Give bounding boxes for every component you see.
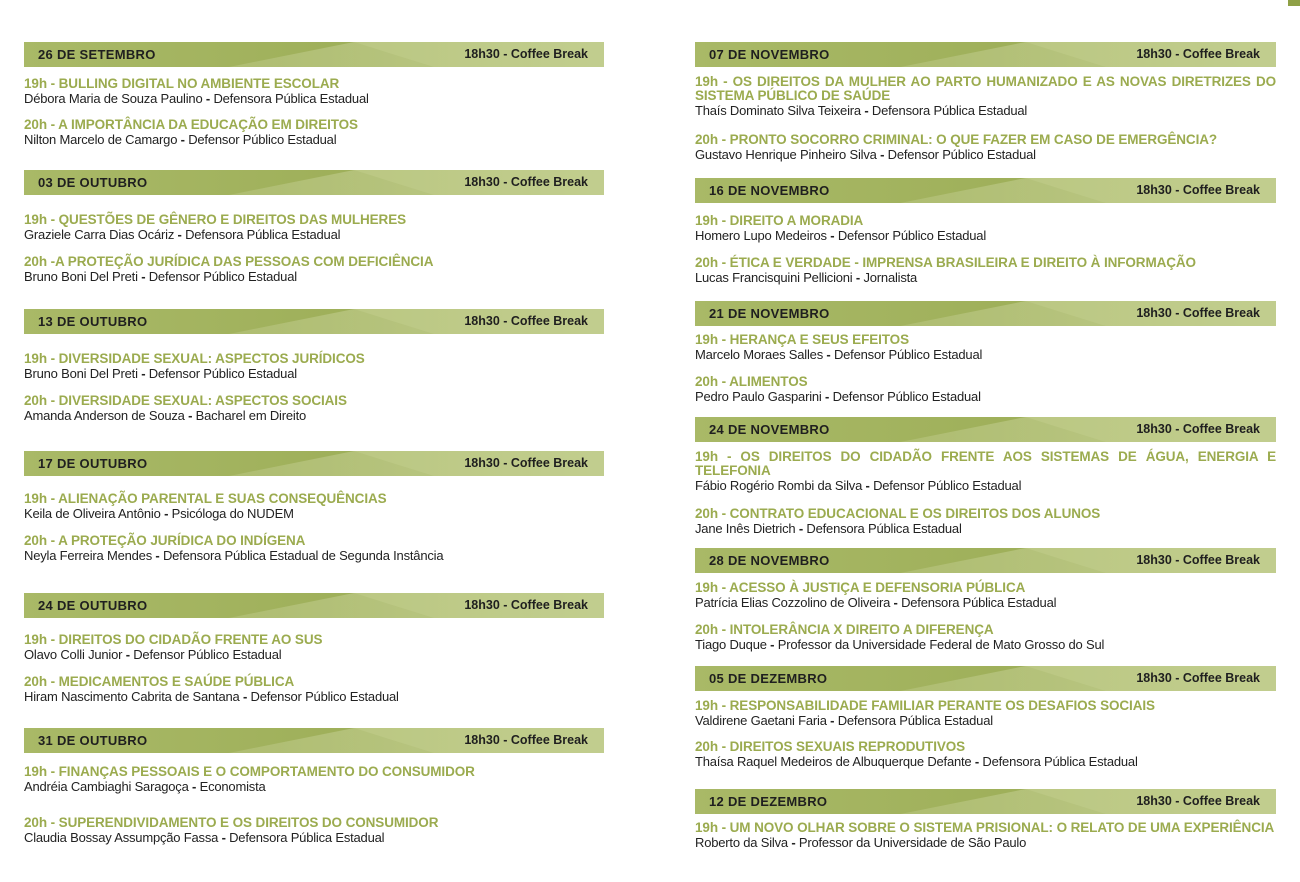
talk-speaker bbox=[695, 595, 1276, 611]
coffee-break-time: 18h30 - Coffee Break bbox=[464, 598, 588, 612]
talk-item bbox=[24, 492, 604, 522]
speaker-separator: - bbox=[860, 103, 872, 118]
speaker-separator: - bbox=[174, 227, 186, 242]
speaker-role: Defensor Público Estadual bbox=[148, 269, 297, 284]
coffee-break-time: 18h30 - Coffee Break bbox=[1136, 183, 1260, 197]
speaker-role: Defensora Pública Estadual bbox=[213, 91, 369, 106]
talk-title: 20h -A PROTEÇÃO JURÍDICA DAS PESSOAS COM DEFICIÊNCIA bbox=[24, 254, 434, 269]
date-band bbox=[695, 789, 1276, 814]
date-band bbox=[695, 42, 1276, 67]
talk-item bbox=[695, 821, 1276, 851]
speaker-name: Gustavo Henrique Pinheiro Silva bbox=[695, 147, 877, 162]
speaker-name: Patrícia Elias Cozzolino de Oliveira bbox=[695, 595, 891, 610]
talk-item bbox=[24, 816, 604, 846]
speaker-separator: - bbox=[795, 521, 807, 536]
speaker-name: Valdirene Gaetani Faria bbox=[695, 713, 827, 728]
speaker-name: Olavo Colli Junior bbox=[24, 647, 123, 662]
speaker-separator: - bbox=[218, 830, 230, 845]
talk-speaker bbox=[695, 389, 1276, 405]
speaker-name: Thaís Dominato Silva Teixeira bbox=[695, 103, 861, 118]
speaker-name: Roberto da Silva bbox=[695, 835, 788, 850]
talk-title: 19h - OS DIREITOS DO CIDADÃO FRENTE AOS SISTEMAS DE ÁGUA, ENERGIA E TELEFONIA bbox=[695, 449, 1276, 478]
coffee-break-time: 18h30 - Coffee Break bbox=[1136, 553, 1260, 567]
speaker-name: Hiram Nascimento Cabrita de Santana bbox=[24, 689, 240, 704]
day-date: 28 DE NOVEMBRO bbox=[709, 553, 830, 568]
schedule-day bbox=[695, 789, 1276, 814]
talk-speaker bbox=[24, 269, 604, 285]
speaker-name: Jane Inês Dietrich bbox=[695, 521, 796, 536]
speaker-separator: - bbox=[137, 269, 149, 284]
talk-title: 19h - FINANÇAS PESSOAIS E O COMPORTAMENTO DO CONSUMIDOR bbox=[24, 764, 475, 779]
speaker-separator: - bbox=[787, 835, 799, 850]
day-date: 26 DE SETEMBRO bbox=[38, 47, 156, 62]
schedule-day bbox=[24, 309, 604, 334]
talk-title: 19h - OS DIREITOS DA MULHER AO PARTO HUMANIZADO E AS NOVAS DIRETRIZES DO SISTEMA PÚBLICO DE SAÚDE bbox=[695, 74, 1276, 103]
talk-title: 19h - HERANÇA E SEUS EFEITOS bbox=[695, 332, 909, 347]
date-band bbox=[24, 42, 604, 67]
talk-item bbox=[24, 77, 604, 107]
talk-speaker bbox=[695, 147, 1276, 163]
speaker-name: Fábio Rogério Rombi da Silva bbox=[695, 478, 863, 493]
speaker-separator: - bbox=[177, 132, 189, 147]
talk-item bbox=[695, 133, 1276, 163]
speaker-role: Defensora Pública Estadual bbox=[185, 227, 341, 242]
schedule-day bbox=[695, 178, 1276, 203]
talk-speaker bbox=[24, 408, 604, 424]
speaker-name: Graziele Carra Dias Ocáriz bbox=[24, 227, 175, 242]
speaker-role: Bacharel em Direito bbox=[195, 408, 307, 423]
corner-accent bbox=[1288, 0, 1300, 6]
speaker-role: Defensor Público Estadual bbox=[887, 147, 1036, 162]
speaker-name: Homero Lupo Medeiros bbox=[695, 228, 827, 243]
speaker-role: Defensor Público Estadual bbox=[133, 647, 282, 662]
talk-speaker bbox=[24, 647, 604, 663]
talk-item bbox=[695, 75, 1276, 119]
date-band bbox=[695, 417, 1276, 442]
date-band bbox=[695, 548, 1276, 573]
speaker-separator: - bbox=[890, 595, 902, 610]
day-date: 16 DE NOVEMBRO bbox=[709, 183, 830, 198]
coffee-break-time: 18h30 - Coffee Break bbox=[464, 47, 588, 61]
talk-item bbox=[695, 333, 1276, 363]
talk-item bbox=[24, 352, 604, 382]
speaker-separator: - bbox=[823, 347, 834, 362]
coffee-break-time: 18h30 - Coffee Break bbox=[464, 175, 588, 189]
talk-speaker bbox=[24, 779, 604, 795]
talk-title: 20h - MEDICAMENTOS E SAÚDE PÚBLICA bbox=[24, 674, 295, 689]
talk-item bbox=[695, 450, 1276, 494]
talk-item bbox=[695, 507, 1276, 537]
speaker-separator: - bbox=[122, 647, 134, 662]
talk-item bbox=[24, 255, 604, 285]
coffee-break-time: 18h30 - Coffee Break bbox=[1136, 794, 1260, 808]
speaker-separator: - bbox=[766, 637, 778, 652]
speaker-role: Defensora Pública Estadual bbox=[871, 103, 1028, 118]
day-date: 17 DE OUTUBRO bbox=[38, 456, 148, 471]
speaker-separator: - bbox=[184, 408, 196, 423]
speaker-name: Pedro Paulo Gasparini bbox=[695, 389, 826, 404]
talk-title: 19h - ACESSO À JUSTIÇA E DEFENSORIA PÚBLICA bbox=[695, 580, 1026, 595]
speaker-separator: - bbox=[152, 548, 163, 563]
speaker-role: Defensor Público Estadual bbox=[873, 478, 1022, 493]
talk-title: 19h - ALIENAÇÃO PARENTAL E SUAS CONSEQUÊNCIAS bbox=[24, 491, 387, 506]
speaker-separator: - bbox=[852, 270, 864, 285]
talk-title: 19h - QUESTÕES DE GÊNERO E DIREITOS DAS MULHERES bbox=[24, 212, 407, 227]
speaker-role: Defensor Público Estadual bbox=[832, 389, 981, 404]
speaker-role: Professor da Universidade Federal de Mato Grosso do Sul bbox=[777, 637, 1105, 652]
talk-speaker bbox=[24, 830, 604, 846]
schedule-day bbox=[24, 593, 604, 618]
date-band bbox=[695, 178, 1276, 203]
talk-title: 19h - DIREITOS DO CIDADÃO FRENTE AO SUS bbox=[24, 632, 323, 647]
coffee-break-time: 18h30 - Coffee Break bbox=[1136, 671, 1260, 685]
schedule-day bbox=[695, 42, 1276, 67]
speaker-name: Amanda Anderson de Souza bbox=[24, 408, 185, 423]
talk-item bbox=[695, 581, 1276, 611]
speaker-separator: - bbox=[188, 779, 200, 794]
talk-speaker bbox=[695, 103, 1276, 119]
speaker-role: Jornalista bbox=[863, 270, 918, 285]
day-date: 12 DE DEZEMBRO bbox=[709, 794, 828, 809]
speaker-role: Defensor Público Estadual bbox=[148, 366, 297, 381]
speaker-separator: - bbox=[202, 91, 214, 106]
day-date: 07 DE NOVEMBRO bbox=[709, 47, 830, 62]
speaker-separator: - bbox=[826, 228, 838, 243]
talk-title: 20h - ALIMENTOS bbox=[695, 374, 808, 389]
schedule-day bbox=[24, 728, 604, 753]
speaker-name: Thaísa Raquel Medeiros de Albuquerque Defante bbox=[695, 754, 972, 769]
talk-title: 20h - A IMPORTÂNCIA DA EDUCAÇÃO EM DIREITOS bbox=[24, 117, 358, 132]
speaker-name: Débora Maria de Souza Paulino bbox=[24, 91, 203, 106]
talk-title: 19h - BULLING DIGITAL NO AMBIENTE ESCOLAR bbox=[24, 76, 340, 91]
speaker-name: Nilton Marcelo de Camargo bbox=[24, 132, 178, 147]
talk-title: 20h - A PROTEÇÃO JURÍDICA DO INDÍGENA bbox=[24, 533, 306, 548]
date-band bbox=[24, 451, 604, 476]
coffee-break-time: 18h30 - Coffee Break bbox=[1136, 47, 1260, 61]
talk-speaker bbox=[695, 754, 1276, 770]
speaker-separator: - bbox=[826, 713, 838, 728]
day-date: 24 DE NOVEMBRO bbox=[709, 422, 830, 437]
talk-item bbox=[24, 394, 604, 424]
speaker-separator: - bbox=[876, 147, 888, 162]
day-date: 03 DE OUTUBRO bbox=[38, 175, 148, 190]
date-band bbox=[24, 170, 604, 195]
speaker-role: Defensora Pública Estadual bbox=[806, 521, 962, 536]
day-date: 05 DE DEZEMBRO bbox=[709, 671, 828, 686]
talk-speaker bbox=[695, 347, 1276, 363]
talk-item bbox=[24, 633, 604, 663]
talk-title: 19h - UM NOVO OLHAR SOBRE O SISTEMA PRISIONAL: O RELATO DE UMA EXPERIÊNCIA bbox=[695, 820, 1275, 835]
schedule-day bbox=[24, 451, 604, 476]
date-band bbox=[695, 666, 1276, 691]
date-band bbox=[24, 593, 604, 618]
talk-item bbox=[695, 623, 1276, 653]
coffee-break-time: 18h30 - Coffee Break bbox=[464, 314, 588, 328]
speaker-separator: - bbox=[239, 689, 251, 704]
speaker-separator: - bbox=[825, 389, 833, 404]
talk-title: 20h - PRONTO SOCORRO CRIMINAL: O QUE FAZER EM CASO DE EMERGÊNCIA? bbox=[695, 132, 1218, 147]
speaker-role: Defensora Pública Estadual bbox=[901, 595, 1057, 610]
talk-item bbox=[695, 740, 1276, 770]
talk-speaker bbox=[24, 366, 604, 382]
talk-speaker bbox=[695, 713, 1276, 729]
talk-item bbox=[24, 675, 604, 705]
coffee-break-time: 18h30 - Coffee Break bbox=[1136, 306, 1260, 320]
coffee-break-time: 18h30 - Coffee Break bbox=[464, 456, 588, 470]
talk-speaker bbox=[695, 270, 1276, 286]
talk-title: 19h - DIREITO A MORADIA bbox=[695, 213, 864, 228]
talk-speaker bbox=[24, 227, 604, 243]
speaker-role: Economista bbox=[199, 779, 266, 794]
speaker-separator: - bbox=[862, 478, 874, 493]
speaker-role: Defensor Público Estadual bbox=[188, 132, 337, 147]
speaker-role: Defensora Pública Estadual bbox=[837, 713, 993, 728]
talk-title: 19h - RESPONSABILIDADE FAMILIAR PERANTE OS DESAFIOS SOCIAIS bbox=[695, 698, 1155, 713]
talk-item bbox=[24, 765, 604, 795]
schedule-day bbox=[695, 417, 1276, 442]
talk-title: 20h - CONTRATO EDUCACIONAL E OS DIREITOS DOS ALUNOS bbox=[695, 506, 1101, 521]
schedule-day bbox=[695, 548, 1276, 573]
speaker-name: Bruno Boni Del Preti bbox=[24, 366, 138, 381]
speaker-name: Neyla Ferreira Mendes bbox=[24, 548, 153, 563]
speaker-role: Defensor Público Estadual bbox=[250, 689, 399, 704]
talk-speaker bbox=[24, 91, 604, 107]
speaker-separator: - bbox=[971, 754, 983, 769]
talk-item bbox=[24, 118, 604, 148]
speaker-name: Tiago Duque bbox=[695, 637, 767, 652]
talk-title: 20h - SUPERENDIVIDAMENTO E OS DIREITOS DO CONSUMIDOR bbox=[24, 815, 439, 830]
talk-title: 20h - INTOLERÂNCIA X DIREITO A DIFERENÇA bbox=[695, 622, 994, 637]
speaker-separator: - bbox=[137, 366, 149, 381]
speaker-role: Professor da Universidade de São Paulo bbox=[798, 835, 1027, 850]
speaker-role: Defensor Público Estadual bbox=[833, 347, 983, 362]
talk-item bbox=[695, 214, 1276, 244]
day-date: 21 DE NOVEMBRO bbox=[709, 306, 830, 321]
speaker-name: Keila de Oliveira Antônio bbox=[24, 506, 161, 521]
talk-title: 19h - DIVERSIDADE SEXUAL: ASPECTOS JURÍDICOS bbox=[24, 351, 365, 366]
talk-speaker bbox=[695, 637, 1276, 653]
speaker-name: Bruno Boni Del Preti bbox=[24, 269, 138, 284]
schedule-day bbox=[24, 42, 604, 67]
talk-title: 20h - DIVERSIDADE SEXUAL: ASPECTOS SOCIAIS bbox=[24, 393, 347, 408]
coffee-break-time: 18h30 - Coffee Break bbox=[464, 733, 588, 747]
talk-item bbox=[695, 256, 1276, 286]
talk-speaker bbox=[695, 228, 1276, 244]
talk-speaker bbox=[24, 548, 604, 564]
talk-speaker bbox=[695, 835, 1276, 851]
date-band bbox=[695, 301, 1276, 326]
speaker-separator: - bbox=[160, 506, 172, 521]
speaker-role: Defensora Pública Estadual bbox=[982, 754, 1138, 769]
speaker-name: Claudia Bossay Assumpção Fassa bbox=[24, 830, 219, 845]
talk-item bbox=[24, 213, 604, 243]
talk-item bbox=[695, 699, 1276, 729]
coffee-break-time: 18h30 - Coffee Break bbox=[1136, 422, 1260, 436]
date-band bbox=[24, 728, 604, 753]
talk-speaker bbox=[695, 478, 1276, 494]
schedule-day bbox=[695, 666, 1276, 691]
talk-speaker bbox=[695, 521, 1276, 537]
talk-item bbox=[24, 534, 604, 564]
day-date: 13 DE OUTUBRO bbox=[38, 314, 148, 329]
day-date: 31 DE OUTUBRO bbox=[38, 733, 148, 748]
day-date: 24 DE OUTUBRO bbox=[38, 598, 148, 613]
speaker-role: Defensora Pública Estadual bbox=[229, 830, 385, 845]
talk-speaker bbox=[24, 132, 604, 148]
talk-item bbox=[695, 375, 1276, 405]
speaker-role: Defensora Pública Estadual de Segunda Instância bbox=[162, 548, 444, 563]
speaker-name: Andréia Cambiaghi Saragoça bbox=[24, 779, 189, 794]
talk-speaker bbox=[24, 689, 604, 705]
talk-title: 20h - ÉTICA E VERDADE - IMPRENSA BRASILEIRA E DIREITO À INFORMAÇÃO bbox=[695, 255, 1196, 270]
speaker-name: Lucas Francisquini Pellicioni bbox=[695, 270, 853, 285]
schedule-day bbox=[24, 170, 604, 195]
speaker-role: Defensor Público Estadual bbox=[837, 228, 987, 243]
speaker-role: Psicóloga do NUDEM bbox=[171, 506, 294, 521]
talk-title: 20h - DIREITOS SEXUAIS REPRODUTIVOS bbox=[695, 739, 966, 754]
schedule-day bbox=[695, 301, 1276, 326]
speaker-name: Marcelo Moraes Salles bbox=[695, 347, 824, 362]
date-band bbox=[24, 309, 604, 334]
talk-speaker bbox=[24, 506, 604, 522]
